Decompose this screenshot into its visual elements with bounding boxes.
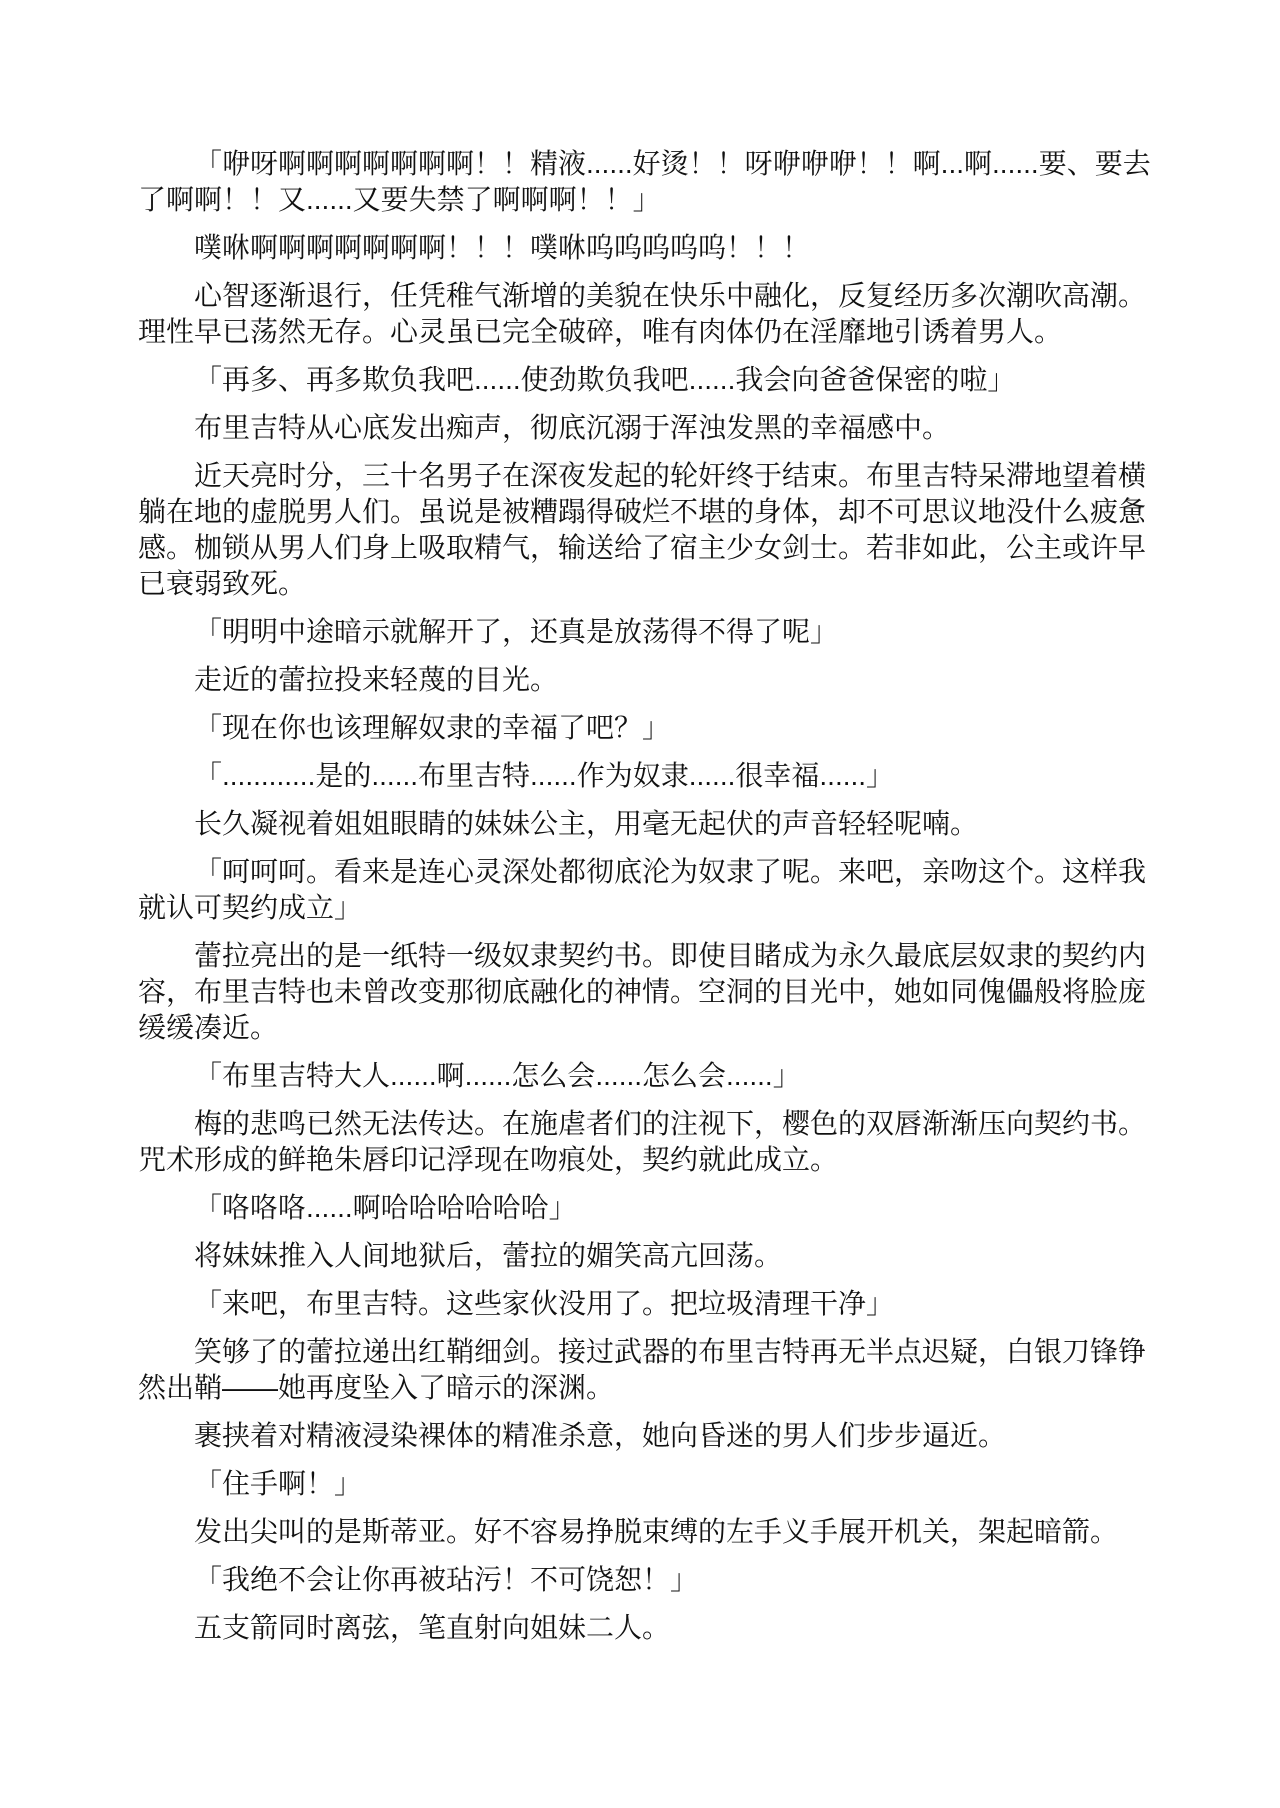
paragraph: 「住手啊！」 (194, 1468, 363, 1499)
paragraph: 笑够了的蕾拉递出红鞘细剑。接过武器的布里吉特再无半点迟疑，白银刀锋铮然出鞘——她再度坠入了暗示的深渊。 (138, 1336, 1147, 1403)
novel-page (138, 146, 1170, 1658)
paragraph: 「............是的......布里吉特......作为奴隶......很幸福......」 (194, 760, 895, 791)
paragraph: 长久凝视着姐姐眼睛的妹妹公主，用毫无起伏的声音轻轻呢喃。 (194, 808, 979, 839)
paragraph: 「布里吉特大人......啊......怎么会......怎么会......」 (194, 1060, 801, 1091)
paragraph: 裹挟着对精液浸染裸体的精准杀意，她向昏迷的男人们步步逼近。 (194, 1420, 1007, 1451)
paragraph: 走近的蕾拉投来轻蔑的目光。 (194, 664, 559, 695)
paragraph: 心智逐渐退行，任凭稚气渐增的美貌在快乐中融化，反复经历多次潮吹高潮。理性早已荡然无存。心灵虽已完全破碎，唯有肉体仍在淫靡地引诱着男人。 (138, 280, 1147, 347)
paragraph: 「我绝不会让你再被玷污！不可饶恕！」 (194, 1564, 699, 1595)
paragraph: 「来吧，布里吉特。这些家伙没用了。把垃圾清理干净」 (194, 1288, 895, 1319)
paragraph: 「呵呵呵。看来是连心灵深处都彻底沦为奴隶了呢。来吧，亲吻这个。这样我就认可契约成立」 (138, 856, 1147, 923)
paragraph: 「再多、再多欺负我吧......使劲欺负我吧......我会向爸爸保密的啦」 (194, 364, 1016, 395)
paragraph: 「咿呀啊啊啊啊啊啊啊！！精液......好烫！！呀咿咿咿！！啊...啊......要、要去了啊啊！！又......又要失禁了啊啊啊！！」 (138, 148, 1151, 215)
paragraph: 梅的悲鸣已然无法传达。在施虐者们的注视下，樱色的双唇渐渐压向契约书。咒术形成的鲜艳朱唇印记浮现在吻痕处，契约就此成立。 (138, 1108, 1147, 1175)
paragraph: 将妹妹推入人间地狱后，蕾拉的媚笑高亢回荡。 (194, 1240, 783, 1271)
paragraph: 蕾拉亮出的是一纸特一级奴隶契约书。即使目睹成为永久最底层奴隶的契约内容，布里吉特也未曾改变那彻底融化的神情。空洞的目光中，她如同傀儡般将脸庞缓缓凑近。 (138, 940, 1147, 1043)
paragraph: 「现在你也该理解奴隶的幸福了吧？」 (194, 712, 671, 743)
paragraph: 「咯咯咯......啊哈哈哈哈哈哈」 (194, 1192, 577, 1223)
paragraph: 布里吉特从心底发出痴声，彻底沉溺于浑浊发黑的幸福感中。 (194, 412, 951, 443)
paragraph: 五支箭同时离弦，笔直射向姐妹二人。 (194, 1612, 671, 1643)
paragraph: 近天亮时分，三十名男子在深夜发起的轮奸终于结束。布里吉特呆滞地望着横躺在地的虚脱男人们。虽说是被糟蹋得破烂不堪的身体，却不可思议地没什么疲惫感。枷锁从男人们身上吸取精气，输送给了宿主少女剑士。若非如此，公主或许早已衰弱致死。 (138, 460, 1147, 599)
story-text (138, 146, 1170, 1646)
paragraph: 发出尖叫的是斯蒂亚。好不容易挣脱束缚的左手义手展开机关，架起暗箭。 (194, 1516, 1119, 1547)
paragraph: 噗咻啊啊啊啊啊啊啊！！！噗咻呜呜呜呜呜！！！ (194, 232, 811, 263)
paragraph: 「明明中途暗示就解开了，还真是放荡得不得了呢」 (194, 616, 839, 647)
